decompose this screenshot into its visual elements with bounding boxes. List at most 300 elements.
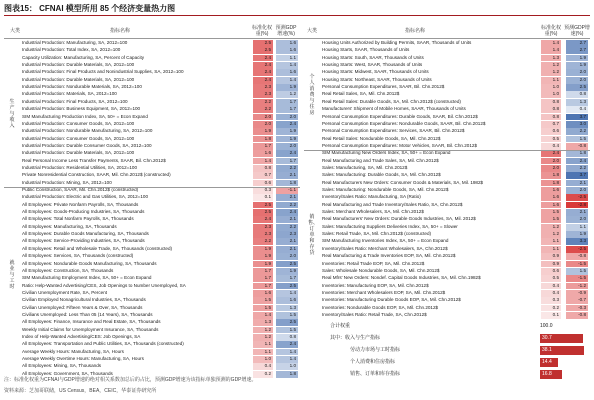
weight-cell: 2.0 <box>541 165 561 172</box>
weight-cell: 0.8 <box>541 106 561 113</box>
indicator-name: Civilian Unemployed: Fifteen Years & Over, SA, Thousands <box>22 304 143 310</box>
table-row <box>322 268 590 275</box>
gdp-cell: 2.1 <box>276 194 298 201</box>
weight-cell: 1.9 <box>253 261 273 268</box>
indicator-name: Public Construction, SAAR, Mil. Chn.2012$ (constructed) <box>22 187 139 192</box>
weight-cell: 1.8 <box>541 180 561 187</box>
weight-cell: 1.1 <box>253 349 273 356</box>
weight-cell: 1.6 <box>541 202 561 209</box>
indicator-name: Real Manufacturing and Trade Inventory/Sales Ratio, SA, Chn.2012$ <box>322 201 463 207</box>
group-label: 生产与收入 <box>9 98 15 129</box>
table-row <box>22 114 300 121</box>
weight-cell: 2.0 <box>253 114 273 121</box>
table-row <box>322 180 590 187</box>
table-row <box>322 209 590 216</box>
weight-cell: 2.3 <box>253 224 273 231</box>
weight-cell: 2.5 <box>253 40 273 47</box>
gdp-cell: -2.5 <box>566 194 588 201</box>
table-row <box>22 55 300 62</box>
gdp-cell: -1.1 <box>276 187 298 194</box>
indicator-name: Personal Consumption Expenditures: Motor Vehicles, SAAR, Bil. Chn.2012$ <box>322 142 477 148</box>
table-row <box>322 305 590 312</box>
gdp-cell: -0.7 <box>566 297 588 304</box>
group-label: 个人消费与住房 <box>309 74 315 117</box>
table-row <box>22 216 300 223</box>
table-row <box>22 341 300 348</box>
weight-cell: 2.0 <box>253 121 273 128</box>
indicator-name: Weekly Initial Claims for Unemployment Insurance, SA, Thousands <box>22 326 159 332</box>
left-header-weight: 标准化权重(%) <box>252 25 273 37</box>
table-row <box>22 356 300 363</box>
table-row <box>322 290 590 297</box>
indicator-name: All Employees: Services, SA, Thousands (constructed) <box>22 253 134 259</box>
table-row <box>322 275 590 282</box>
table-row <box>22 180 300 187</box>
indicator-name: Housing Starts, SAAR, Thousands of Units <box>322 47 410 53</box>
table-row <box>22 275 300 282</box>
indicator-name: Industrial Production: Durable Materials, SA, 2012=100 <box>22 62 135 68</box>
weight-cell: 1.2 <box>253 327 273 334</box>
gdp-cell: 1.3 <box>276 305 298 312</box>
indicator-name: Inventory/Sales Ratio: Retail Trade, SA, Chn.2012$ <box>322 311 427 317</box>
gdp-cell: 1.1 <box>276 55 298 62</box>
gdp-cell: 2.4 <box>276 150 298 157</box>
indicator-name: Sales: Wholesale Nondurable Goods, SA, Mil. Chn.2012$ <box>322 267 440 273</box>
header-divider <box>4 38 590 39</box>
weight-cell: 1.2 <box>541 69 561 76</box>
table-row <box>22 327 300 334</box>
gdp-cell: 2.4 <box>276 121 298 128</box>
weight-cell: 1.2 <box>541 231 561 238</box>
table-row <box>322 128 590 135</box>
table-row <box>322 106 590 113</box>
gdp-cell: 1.9 <box>276 128 298 135</box>
left-header-gdp: 预测GDP增速(%) <box>275 25 297 37</box>
table-row <box>22 158 300 165</box>
weight-cell: 1.7 <box>253 268 273 275</box>
weight-cell: 1.0 <box>253 356 273 363</box>
indicator-name: Industrial Production: Durable Consumer Goods, SA, 2012=100 <box>22 142 152 148</box>
weight-cell: 1.0 <box>541 84 561 91</box>
gdp-cell: 1.9 <box>566 62 588 69</box>
table-row <box>22 69 300 76</box>
page-title: 图表15： CFNAI 模型所用 85 个经济变量热力图 <box>4 4 176 13</box>
gdp-cell: 1.7 <box>276 99 298 106</box>
gdp-cell: 2.0 <box>276 114 298 121</box>
indicator-name: All Employees: Retail and Wholesale Trade, SA, Thousands (constructed) <box>22 245 173 251</box>
gdp-cell: 2.4 <box>276 209 298 216</box>
gdp-cell: -0.8 <box>566 312 588 319</box>
right-header-name: 指标名称 <box>405 28 426 34</box>
table-row <box>22 47 300 54</box>
indicator-name: Inventories: Merchant Wholesalers EOP, SA, Mil. Chn.2012$ <box>322 289 446 295</box>
gdp-cell: 1.6 <box>276 47 298 54</box>
weight-cell: 0.9 <box>541 253 561 260</box>
total-weight-value: 100.0 <box>540 323 553 330</box>
table-row <box>322 224 590 231</box>
indicator-name: SIM Manufacturing New Orders Index, SA, 50+ = Econ Expand <box>322 150 451 156</box>
gdp-cell: 1.4 <box>276 62 298 69</box>
table-row <box>322 187 590 194</box>
gdp-cell: 2.0 <box>566 69 588 76</box>
gdp-cell: 3.7 <box>566 114 588 121</box>
weight-cell: 1.3 <box>541 55 561 62</box>
weight-cell: 0.4 <box>541 143 561 150</box>
gdp-cell: 1.8 <box>276 371 298 378</box>
gdp-cell: -0.8 <box>566 143 588 150</box>
weight-cell: 0.3 <box>253 187 273 194</box>
weight-cell: 1.9 <box>253 128 273 135</box>
table-row <box>22 312 300 319</box>
table-row <box>322 40 590 47</box>
indicator-name: Industrial Production: Nondurable Manufacturing, SA, 2012=100 <box>22 128 153 134</box>
gdp-cell: 0.4 <box>566 106 588 113</box>
weight-cell: 1.2 <box>541 62 561 69</box>
table-row <box>22 334 300 341</box>
weight-cell: 2.4 <box>253 77 273 84</box>
weight-cell: 1.6 <box>253 150 273 157</box>
weight-cell: 0.1 <box>253 194 273 201</box>
right-header-type: 大类 <box>307 28 318 34</box>
summary-value: 16.8 <box>542 371 552 378</box>
indicator-name: All Employees: Total Nonfarm Payrolls, SA, Thousands <box>22 216 134 222</box>
summary-row-label: 个人消费和住房指标 <box>350 359 396 366</box>
gdp-cell: 2.1 <box>276 238 298 245</box>
indicator-name: Personal Consumption Expenditures: Durable Goods, SAAR, Bil. Chn.2012$ <box>322 113 478 119</box>
left-header-name: 指标名称 <box>110 28 131 34</box>
gdp-cell: 2.2 <box>276 165 298 172</box>
weight-cell: 0.4 <box>253 363 273 370</box>
weight-cell: 2.2 <box>253 99 273 106</box>
table-row <box>322 238 590 245</box>
table-row <box>22 172 300 179</box>
weight-cell: 0.6 <box>253 180 273 187</box>
gdp-cell: 1.1 <box>566 224 588 231</box>
summary-value: 38.1 <box>542 347 552 354</box>
indicator-name: Sales: Retail Trade, SA, Mil. Chn.2012$ (constructed) <box>322 231 432 237</box>
table-row <box>322 231 590 238</box>
indicator-name: Industrial Production: Consumer Goods, SA, 2012=100 <box>22 120 135 126</box>
gdp-cell: 2.2 <box>276 202 298 209</box>
table-row <box>322 114 590 121</box>
indicator-name: Industrial Production: Durable Materials, SA, 2012=100 <box>22 76 135 82</box>
indicator-name: Personal Consumption Expenditures: Services, SAAR, Bil. Chn.2012$ <box>322 128 465 134</box>
weight-cell: 1.4 <box>253 312 273 319</box>
gdp-cell: 1.4 <box>276 356 298 363</box>
indicator-name: Sales: Manufacturing: Durable Goods, SA, Mil. Chn.2012$ <box>322 172 441 178</box>
table-row <box>22 209 300 216</box>
indicator-name: Housing Starts: Midwest, SAAR, Thousands of Units <box>322 69 429 75</box>
indicator-name: Average Weekly Overtime Hours: Manufacturing, SA, Hours <box>22 356 144 362</box>
table-row <box>322 84 590 91</box>
gdp-cell: 1.8 <box>566 150 588 157</box>
indicator-name: SIM Manufacturing Production Index, SA, 50+ = Econ Expand <box>22 113 148 119</box>
weight-cell: 1.5 <box>541 209 561 216</box>
indicator-name: Sales: Merchant Wholesalers, SA, Mil. Chn.2012$ <box>322 209 424 215</box>
table-row <box>22 187 300 194</box>
indicator-name: Private Nonresidential Construction, SAAR, Mil. Chn.2012$ (constructed) <box>22 172 171 178</box>
weight-cell: 2.2 <box>253 106 273 113</box>
weight-cell: 1.3 <box>253 319 273 326</box>
summary-row-label: 销售、订单和库存指标 <box>350 371 401 378</box>
weight-cell: 2.4 <box>253 69 273 76</box>
indicator-name: Manufacturers' Shipment of Mobile Homes, SAAR, Thousands of Units <box>322 106 466 112</box>
indicator-name: Civilian Unemployment Rate, SA, Percent <box>22 289 108 295</box>
gdp-cell: -0.8 <box>566 253 588 260</box>
indicator-name: Industrial Production: Durable Materials, SA, 2012=100 <box>22 150 135 156</box>
table-row <box>22 84 300 91</box>
gdp-cell: 1.0 <box>276 363 298 370</box>
weight-cell: 1.5 <box>541 216 561 223</box>
gdp-cell: 2.4 <box>566 158 588 165</box>
indicator-name: SIM Manufacturing Employment Index, SA, 50+ = Econ Expand <box>22 275 152 281</box>
gdp-cell: -2.5 <box>566 246 588 253</box>
summary-row-label: 劳动力市场与工时指标 <box>350 347 401 354</box>
weight-cell: 1.8 <box>253 136 273 143</box>
weight-cell: 1.4 <box>541 40 561 47</box>
table-row <box>322 150 590 157</box>
indicator-name: Civilian Employed Nonagricultural Industries, SA, Thousands <box>22 297 146 303</box>
table-row <box>322 121 590 128</box>
indicator-name: Industrial Production: Total Index, SA, 2012=100 <box>22 47 121 53</box>
right-header-weight: 标准化权重(%) <box>540 25 561 37</box>
indicator-name: All Employees: Finance, Insurance and Real Estate, SA, Thousands <box>22 319 161 325</box>
gdp-cell: 2.5 <box>276 261 298 268</box>
indicator-name: Real Manufacturing and Trade Sales, SA, Mil. Chn.2012$ <box>322 157 439 163</box>
left-header-type: 大类 <box>10 28 21 34</box>
weight-cell: 0.6 <box>541 268 561 275</box>
weight-cell: 1.5 <box>253 297 273 304</box>
indicator-name: All Employees: Transportation and Public Utilities, SA, Thousands (constructed) <box>22 341 184 347</box>
gdp-cell: 1.7 <box>276 106 298 113</box>
indicator-name: Sales: Manufacturing, SA, Mil. Chn.2012$ <box>322 164 408 170</box>
gdp-cell: 1.5 <box>276 327 298 334</box>
indicator-name: Ratio: Help-Wanted Advertising/CES, Job Openings to Number Unemployed, SA <box>22 282 186 288</box>
indicator-name: Index of Help-Wanted Advertising/CES: Job Openings, SA <box>22 334 141 339</box>
gdp-cell: 2.7 <box>566 47 588 54</box>
gdp-cell: 2.5 <box>276 283 298 290</box>
weight-cell: 2.0 <box>541 158 561 165</box>
weight-cell: 2.3 <box>253 231 273 238</box>
weight-cell: 1.1 <box>253 341 273 348</box>
table-row <box>322 253 590 260</box>
table-row <box>322 297 590 304</box>
weight-cell: 1.5 <box>253 305 273 312</box>
weight-cell: 0.7 <box>253 172 273 179</box>
gdp-cell: 2.7 <box>566 40 588 47</box>
table-row <box>22 128 300 135</box>
gdp-cell: -0.3 <box>566 305 588 312</box>
gdp-cell: 0.8 <box>566 91 588 98</box>
indicator-name: Personal Consumption Expenditures, SAAR, Bil. Chn.2012$ <box>322 84 445 90</box>
gdp-cell: -1.5 <box>566 275 588 282</box>
indicator-name: All Employees: Service-Providing Industries, SA, Thousands <box>22 238 145 244</box>
gdp-cell: 2.0 <box>566 77 588 84</box>
indicator-name: All Employees: Nondurable Goods Manufacturing, SA, Thousands <box>22 260 157 266</box>
weight-cell: 0.5 <box>541 136 561 143</box>
weight-cell: 2.5 <box>253 209 273 216</box>
table-row <box>322 194 590 201</box>
table-row <box>322 283 590 290</box>
indicator-name: Real Personal Income Less Transfer Payments, SAAR, Bil. Chn.2012$ <box>22 157 166 163</box>
table-row <box>22 106 300 113</box>
weight-cell: 2.3 <box>253 91 273 98</box>
indicator-name: Civilians Unemployed: Less Than 05 (14 Years), SA, Thousands <box>22 311 153 317</box>
gdp-cell: 1.9 <box>276 136 298 143</box>
indicator-name: Capacity Utilization: Manufacturing, SA, Percent of Capacity <box>22 54 145 60</box>
gdp-cell: 0.8 <box>276 334 298 341</box>
indicator-name: Inventory/Sales Ratio: Manufacturing, SA (Ratio) <box>322 194 421 200</box>
table-row <box>322 136 590 143</box>
table-row <box>22 319 300 326</box>
weight-cell: 2.4 <box>253 62 273 69</box>
table-row <box>322 99 590 106</box>
gdp-cell: 2.1 <box>276 246 298 253</box>
weight-cell: 1.7 <box>253 283 273 290</box>
weight-cell: 1.1 <box>541 246 561 253</box>
indicator-name: Sales: Manufacturing Suppliers Deliveries Index, SA, 50+ = Slower <box>322 223 458 229</box>
gdp-cell: 2.1 <box>276 216 298 223</box>
table-row <box>22 363 300 370</box>
weight-cell: 1.0 <box>541 91 561 98</box>
group-divider <box>304 150 590 151</box>
gdp-cell: 2.2 <box>566 128 588 135</box>
weight-cell: 1.7 <box>253 143 273 150</box>
gdp-cell: 1.8 <box>276 180 298 187</box>
table-row <box>22 238 300 245</box>
weight-cell: 0.3 <box>541 297 561 304</box>
table-row <box>22 290 300 297</box>
source-note: 资料来源：芝加哥联储，US Census，BEA，CEIC，华泰证券研究所 <box>4 388 157 394</box>
weight-cell: 1.6 <box>541 194 561 201</box>
weight-cell: 1.1 <box>541 238 561 245</box>
weight-cell: 1.2 <box>541 224 561 231</box>
gdp-cell: 2.2 <box>276 224 298 231</box>
gdp-cell: 1.4 <box>276 77 298 84</box>
gdp-cell: 1.4 <box>276 349 298 356</box>
table-row <box>322 172 590 179</box>
table-row <box>22 121 300 128</box>
gdp-cell: 1.7 <box>276 275 298 282</box>
indicator-name: Industrial Production: Final Products, SA, 2012=100 <box>22 98 128 104</box>
table-row <box>322 69 590 76</box>
weight-cell: 0.9 <box>541 261 561 268</box>
indicator-name: Industrial Production: Electric and Gas Utilities, SA, 2012=100 <box>22 194 149 200</box>
gdp-cell: 2.1 <box>566 180 588 187</box>
indicator-name: Housing Starts: South, SAAR, Thousands of Units <box>322 54 424 60</box>
indicator-name: Inventories: Manufacturing Durable Goods EOP, SA, Mil. Chn.2012$ <box>322 297 461 303</box>
table-row <box>322 55 590 62</box>
weight-cell: 0.2 <box>541 305 561 312</box>
table-row <box>22 224 300 231</box>
gdp-cell: 3.0 <box>566 121 588 128</box>
gdp-cell: 2.1 <box>566 209 588 216</box>
gdp-cell: 3.7 <box>566 172 588 179</box>
table-row <box>22 150 300 157</box>
weight-cell: 0.1 <box>541 312 561 319</box>
indicator-name: All Employees: Manufacturing, SA, Thousands <box>22 223 117 229</box>
indicator-name: Inventories: Manufacturing EOP, SA, Mil. Chn.2012$ <box>322 282 429 288</box>
gdp-cell: -0.9 <box>566 290 588 297</box>
weight-cell: 2.4 <box>253 216 273 223</box>
table-row <box>322 165 590 172</box>
indicator-name: Housing Starts: Northeast, SAAR, Thousands of Units <box>322 76 432 82</box>
weight-cell: 1.9 <box>253 246 273 253</box>
indicator-name: All Employees: Private Nonfarm Payrolls, SA, Thousands <box>22 201 139 207</box>
indicator-name: All Employees: Construction, SA, Thousands <box>22 267 114 273</box>
indicator-name: Inventory/Sales Ratio: Merchant Wholesalers, SA, Chn.2012$ <box>322 245 448 251</box>
gdp-cell: 1.3 <box>566 99 588 106</box>
indicator-name: All Employees: Government, SA, Thousands <box>22 370 113 376</box>
group-label: 就业与工时 <box>9 260 15 291</box>
weight-cell: 1.2 <box>253 334 273 341</box>
indicator-name: Real Manufacturing & Trade Inventories EOP, SA, Mil. Chn.2012$ <box>322 253 456 259</box>
gdp-cell: 1.6 <box>276 297 298 304</box>
table-row <box>322 261 590 268</box>
indicator-name: Sales: Manufacturing: Nondurable Goods, SA, Mil. Chn.2012$ <box>322 187 449 192</box>
group-label: 销售、订单和存货 <box>308 214 319 257</box>
indicator-name: Real Manufacturers' New Orders: Durable Goods Industries, SA, Mil. 2012$ <box>322 216 476 222</box>
summary-value: 14.4 <box>542 359 552 366</box>
indicator-name: Housing Units Authorized by Building Permits, SAAR, Thousands of Units <box>322 40 472 45</box>
summary-value: 30.7 <box>542 335 552 342</box>
table-row <box>322 91 590 98</box>
table-row <box>22 261 300 268</box>
weight-cell: 2.2 <box>253 238 273 245</box>
gdp-cell: 1.9 <box>566 231 588 238</box>
indicator-name: Industrial Production: Materials, SA, 2012=100 <box>22 91 117 97</box>
weight-cell: 2.5 <box>253 202 273 209</box>
indicator-name: Real Retail Sales: Nondurable Goods, SA, Mil. Chn.2012$ <box>322 135 441 141</box>
weight-cell: 2.4 <box>541 150 561 157</box>
indicator-name: SIM Manufacturing Inventories Index, SA, 50+ = Econ Expand <box>322 238 449 244</box>
indicator-name: Industrial Production: Nondurable Materials, SA, 2012=100 <box>22 84 142 90</box>
gdp-cell: 1.5 <box>276 312 298 319</box>
gdp-cell: 1.5 <box>566 268 588 275</box>
indicator-name: Real Manufacturers New Orders: Consumer Goods & Materials, SA, Mil. 1982$ <box>322 179 484 185</box>
table-row <box>22 246 300 253</box>
gdp-cell: 1.4 <box>276 290 298 297</box>
weight-cell: 1.4 <box>253 158 273 165</box>
gdp-cell: 2.1 <box>276 172 298 179</box>
right-header-gdp: 预测GDP增速(%) <box>564 25 590 37</box>
gdp-cell: 2.2 <box>566 165 588 172</box>
table-row <box>22 268 300 275</box>
table-row <box>22 253 300 260</box>
table-row <box>322 312 590 319</box>
gdp-cell: -2.8 <box>566 202 588 209</box>
weight-cell: 0.5 <box>541 275 561 282</box>
indicator-name: Personal Consumption Expenditures: Nondurable Goods, SAAR, Bil. Chn.2012$ <box>322 120 486 126</box>
indicator-name: Real Mfrs' New Orders: Nondef. Capital Goods Industries, SA, Mil. Chn.1982$ <box>322 275 481 281</box>
table-row <box>22 194 300 201</box>
table-row <box>22 349 300 356</box>
gdp-cell: 2.0 <box>566 216 588 223</box>
indicator-name: All Employees: Mining, SA, Thousands <box>22 363 102 369</box>
indicator-name: Inventories: Retail Trade EOP, SA, Mil. Chn.2012$ <box>322 260 425 266</box>
table-row <box>22 40 300 47</box>
title-rule <box>4 15 590 16</box>
table-row <box>322 47 590 54</box>
table-row <box>22 136 300 143</box>
table-row <box>22 202 300 209</box>
weight-cell: 0.8 <box>253 165 273 172</box>
table-row <box>22 231 300 238</box>
indicator-name: Average Weekly Hours: Manufacturing, SA, Hours <box>22 348 124 354</box>
table-row <box>322 143 590 150</box>
indicator-name: Industrial Production: Business Equipment, SA, 2012=100 <box>22 106 141 112</box>
gdp-cell: 3.3 <box>566 238 588 245</box>
